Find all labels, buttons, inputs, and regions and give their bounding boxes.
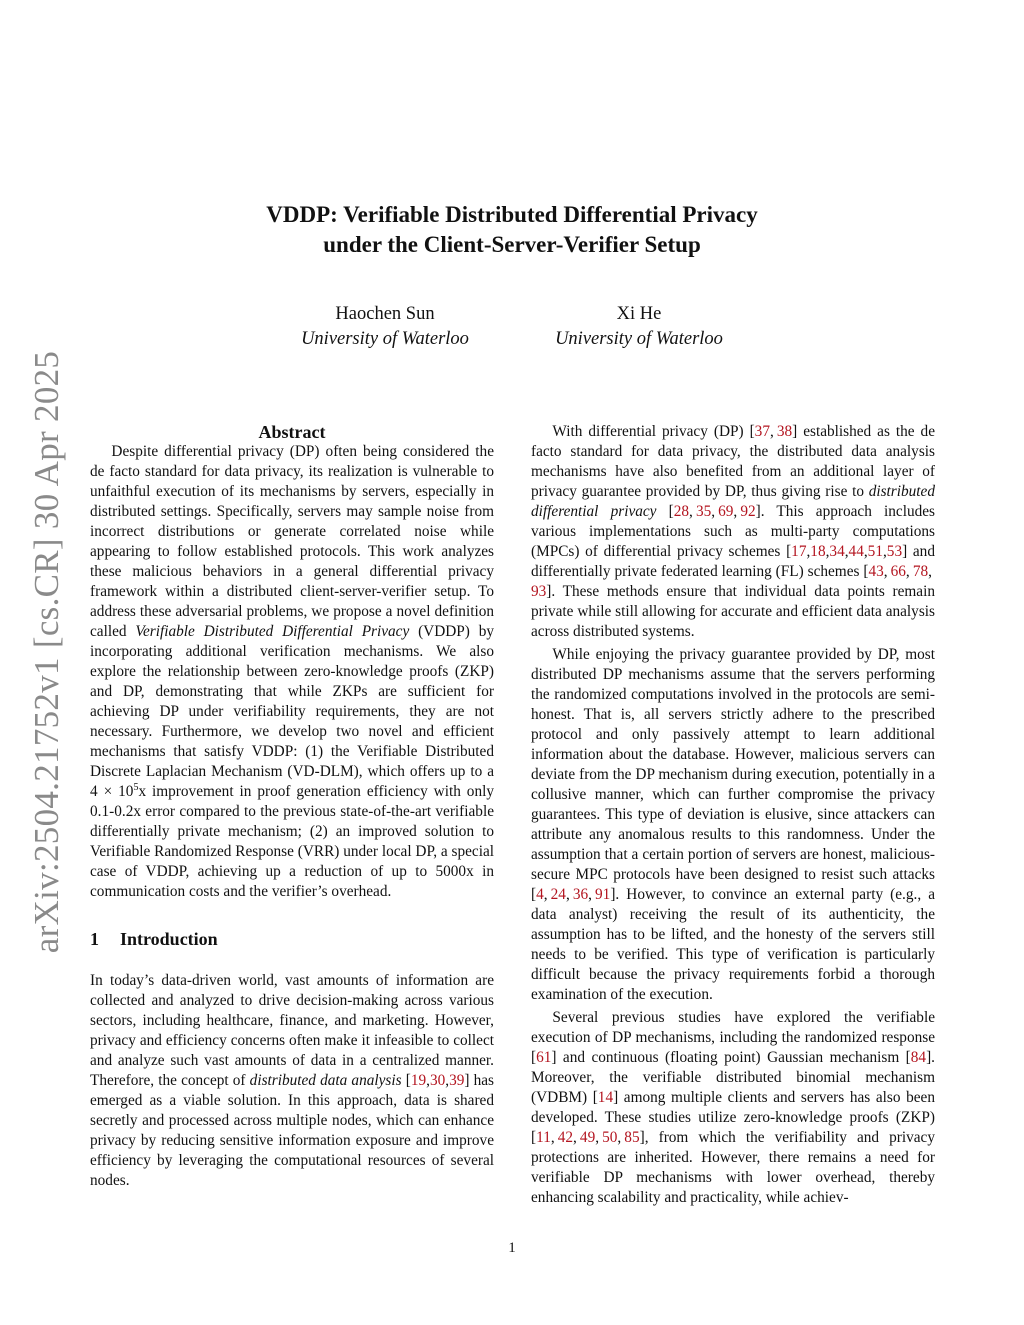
citation-link[interactable]: 53 [886, 543, 903, 560]
citation-link[interactable]: 92 [740, 503, 756, 520]
citation-link[interactable]: 78 [912, 563, 929, 580]
citation-link[interactable]: 43 [868, 563, 884, 580]
citation-link[interactable]: 38 [776, 423, 793, 440]
author-affiliation: University of Waterloo [555, 329, 723, 349]
citation-link[interactable]: 49 [579, 1129, 596, 1146]
citation-link[interactable]: 93 [531, 583, 547, 600]
citation-link[interactable]: 84 [910, 1049, 927, 1066]
citation-link[interactable]: 18 [810, 543, 826, 560]
page-number: 1 [508, 1240, 516, 1256]
citation-link[interactable]: 66 [890, 563, 906, 580]
citation-link[interactable]: 4 [536, 886, 544, 903]
body-paragraph-2: While enjoying the privacy guarantee provided by DP, most distributed DP mechanisms assume that the servers performing the randomized computations involved in the protocols are semi-honest. That is, all servers strictly adhere to the prescribed protocol and only passively attempt to learn additional information about the database. However, malicious servers can deviate from the DP mechanism during execution, potentially in a collusive manner, which can further compromise the privacy guarantees. This type of deviation is elusive, since attackers can attribute any anomalous results to this randomness. Under the assumption that a certain portion of servers are honest, malicious-secure MPC protocols have been designed to resist such attacks [4, 24, 36, 91]. However, to convince an external party (e.g., a data analyst) receiving the result of its authenticity, the assumption has to be lifted, and the honesty of the servers still needs to be verified. This type of verification is particularly difficult because the privacy requirements forbid a thorough examination of the execution. [531, 646, 935, 1003]
citation-link[interactable]: 51 [867, 543, 883, 560]
citation-link[interactable]: 19 [410, 1072, 427, 1089]
title-line-2: under the Client-Server-Verifier Setup [323, 232, 701, 257]
citation-link[interactable]: 30 [429, 1072, 446, 1089]
citation-link[interactable]: 39 [449, 1072, 465, 1089]
intro-paragraph-1: In today’s data-driven world, vast amounts of information are collected and analyzed to drive decision-making across various sectors, including healthcare, finance, and marketing. However, privacy and efficiency concerns often make it infeasible to collect and analyze such vast amounts of data in a centralized manner. Therefore, the concept of distributed data analysis [19,30,39] has emerged as a viable solution. In this approach, data is shared secretly and processed across multiple nodes, which can enhance privacy by reducing sensitive information exposure and improve efficiency by leveraging the computational resources of several nodes. [90, 972, 494, 1189]
citation-link[interactable]: 50 [602, 1129, 618, 1146]
body-paragraph-1: With differential privacy (DP) [37, 38] established as the de facto standard for data privacy, the distributed data analysis mechanisms have also benefited from an additional layer of privacy guarantee provided by DP, thus giving rise to distributed differential privacy [28, 35, 69, 92]. This approach includes various implementations such as multi-party computations (MPCs) of differential privacy schemes [17,18,34,44,51,53] and differentially private federated learning (FL) schemes [43, 66, 78, 93]. These methods ensure that individual data points remain private while still allowing for accurate and efficient data analysis across distributed systems. [531, 423, 936, 640]
title-line-1: VDDP: Verifiable Distributed Differential Privacy [266, 202, 758, 227]
citation-link[interactable]: 28 [673, 503, 690, 520]
citation-link[interactable]: 44 [848, 543, 864, 560]
abstract-paragraph: Despite differential privacy (DP) often being considered the de facto standard for data privacy, its realization is vulnerable to unfaithful execution of its mechanisms by servers, especially in distributed settings. Specifically, servers may sample noise from incorrect distributions or generate correlated noise while appearing to follow established protocols. This work analyzes these malicious behaviors in a general differential privacy framework within a distributed client-server-verifier setup. To address these adversarial problems, we propose a novel definition called Verifiable Distributed Differential Privacy (VDDP) by incorporating additional verification mechanisms. We also explore the relationship between zero-knowledge proofs (ZKP) and DP, demonstrating that while ZKPs are sufficient for achieving DP under verifiability requirements, they are not necessary. Furthermore, we develop two novel and efficient mechanisms that satisfy VDDP: (1) the Verifiable Distributed Discrete Laplacian Mechanism (VD-DLM), which offers up to a $4 \times 10^5x$ improvement in proof generation efficiency with only 0.1-0.2x error compared to the previous state-of-the-art verifiable differentially private mechanism; (2) an improved solution to Verifiable Randomized Response (VRR) under local DP, a special case of VDDP, achieving up a reduction of up to 5000x in communication costs and the verifier’s overhead. [90, 443, 494, 900]
citation-link[interactable]: 85 [624, 1129, 640, 1146]
citation-link[interactable]: 61 [536, 1049, 552, 1066]
author-affiliation: University of Waterloo [301, 329, 469, 349]
author-name: Haochen Sun [335, 304, 435, 324]
right-column [531, 422, 935, 1208]
abstract-heading: Abstract [258, 422, 326, 442]
section-heading-introduction: 1 Introduction [90, 929, 218, 949]
body-paragraph-3: Several previous studies have explored the verifiable execution of DP mechanisms, including the randomized response [61] and continuous (floating point) Gaussian mechanism [84]. Moreover, the verifiable distributed binomial mechanism (VDBM) [14] among multiple clients and servers has also been developed. These studies utilize zero-knowledge proofs (ZKP) [11, 42, 49, 50, 85], from which the verifiability and privacy protections are inherited. However, there remains a need for verifiable DP mechanisms with lower overhead, thereby enhancing scalability and practicality, while achiev- [531, 1009, 935, 1206]
left-column [90, 422, 494, 1191]
citation-link[interactable]: 17 [791, 543, 807, 560]
citation-link[interactable]: 91 [595, 886, 611, 903]
author-name: Xi He [616, 304, 662, 324]
citation-link[interactable]: 14 [597, 1089, 614, 1106]
citation-link[interactable]: 37 [754, 423, 770, 440]
author-2 [489, 302, 789, 352]
citation-link[interactable]: 36 [572, 886, 589, 903]
citation-link[interactable]: 69 [718, 503, 734, 520]
arxiv-identifier: arXiv:2504.21752v1 [cs.CR] 30 Apr 2025 [27, 350, 66, 954]
citation-link[interactable]: 35 [695, 503, 712, 520]
citation-link[interactable]: 24 [550, 886, 566, 903]
citation-link[interactable]: 34 [829, 543, 845, 560]
citation-link[interactable]: 42 [557, 1129, 574, 1146]
citation-link[interactable]: 11 [536, 1129, 551, 1146]
paper-title [0, 200, 1024, 260]
